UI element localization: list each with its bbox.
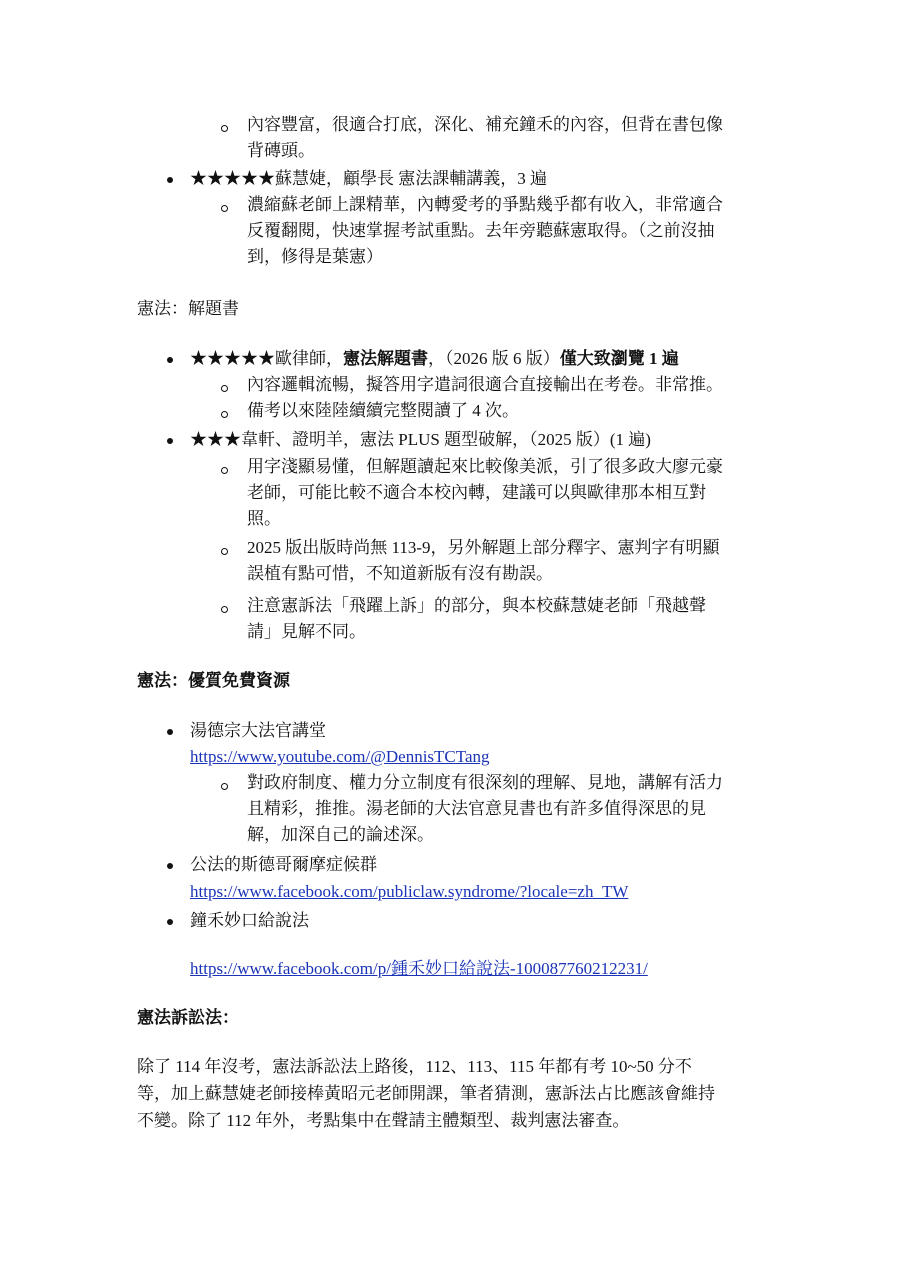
bullet-text: ★★★韋軒、證明羊，憲法 PLUS 題型破解，（2025 版）(1 遍) [190, 430, 651, 449]
sub-item-text: 請」見解不同。 [247, 622, 366, 641]
bullet-text-part: ，（2026 版 6 版） [428, 349, 560, 368]
bullet-text: 公法的斯德哥爾摩症候群 [190, 855, 377, 874]
sub-bullet-marker [221, 606, 228, 613]
sub-bullet-marker [221, 783, 228, 790]
sub-item-text: 對政府制度、權力分立制度有很深刻的理解、見地，講解有活力 [247, 773, 723, 792]
facebook-link[interactable]: https://www.facebook.com/publiclaw.syndrome/?locale=zh_TW [190, 882, 629, 901]
sub-bullet-marker [221, 125, 228, 132]
section-heading: 憲法：優質免費資源 [137, 671, 290, 690]
paragraph-line: 不變。除了 112 年外，考點集中在聲請主體類型、裁判憲法審查。 [137, 1111, 630, 1130]
sub-bullet-marker [221, 467, 228, 474]
resource-link-wrapper [190, 956, 648, 982]
bullet-marker [167, 919, 173, 925]
paragraph-line: 除了 114 年沒考，憲法訴訟法上路後，112、113、115 年都有考 10~50 分不 [137, 1057, 692, 1076]
sub-item-text: 解，加深自己的論述深。 [247, 825, 434, 844]
bullet-marker [167, 863, 173, 869]
section-heading: 憲法：解題書 [137, 299, 239, 318]
section-heading: 憲法訴訟法： [137, 1008, 239, 1027]
youtube-link[interactable]: https://www.youtube.com/@DennisTCTang [190, 747, 490, 766]
sub-item-text: 老師，可能比較不適合本校內轉，建議可以與歐律那本相互對 [247, 483, 706, 502]
bullet-text [190, 346, 679, 372]
bullet-text: ★★★★★蘇慧婕，顧學長 憲法課輔講義，3 遍 [190, 169, 547, 188]
resource-link-wrapper [190, 744, 490, 770]
book-title: 憲法解題書 [343, 349, 428, 368]
sub-item-text: 到，修得是葉憲） [247, 247, 383, 266]
bullet-text: 湯德宗大法官講堂 [190, 721, 326, 740]
sub-item-text: 內容邏輯流暢，擬答用字遣詞很適合直接輸出在考卷。非常推。 [247, 375, 723, 394]
resource-link-wrapper [190, 879, 628, 905]
sub-bullet-marker [221, 205, 228, 212]
bullet-marker [167, 729, 173, 735]
paragraph-line: 等，加上蘇慧婕老師接棒黃昭元老師開課，筆者猜測，憲訴法占比應該會維持 [137, 1084, 715, 1103]
sub-item-text: 照。 [247, 509, 281, 528]
bullet-text-part: ★★★★★歐律師， [190, 349, 343, 368]
bullet-text: 鐘禾妙口給說法 [190, 911, 309, 930]
bullet-marker [167, 438, 173, 444]
sub-item-text: 2025 版出版時尚無 113-9，另外解題上部分釋字、憲判字有明顯 [247, 538, 720, 557]
sub-bullet-marker [221, 411, 228, 418]
sub-item-text: 誤植有點可惜，不知道新版有沒有勘誤。 [247, 564, 553, 583]
sub-item-text: 備考以來陸陸續續完整閱讀了 4 次。 [247, 401, 519, 420]
sub-item-text: 濃縮蘇老師上課精華，內轉愛考的爭點幾乎都有收入，非常適合 [247, 195, 723, 214]
facebook-link[interactable]: https://www.facebook.com/p/鍾禾妙口給說法-100087760212231/ [190, 959, 648, 978]
sub-bullet-marker [221, 548, 228, 555]
sub-item-text: 背磚頭。 [247, 141, 315, 160]
sub-bullet-marker [221, 385, 228, 392]
bullet-marker [167, 357, 173, 363]
bullet-marker [167, 177, 173, 183]
sub-item-text: 內容豐富，很適合打底，深化、補充鐘禾的內容，但背在書包像 [247, 115, 723, 134]
sub-item-text: 注意憲訴法「飛躍上訴」的部分，與本校蘇慧婕老師「飛越聲 [247, 596, 706, 615]
sub-item-text: 反覆翻閱，快速掌握考試重點。去年旁聽蘇憲取得。（之前沒抽 [247, 221, 715, 240]
read-count: 僅大致瀏覽 1 遍 [559, 349, 679, 368]
sub-item-text: 且精彩，推推。湯老師的大法官意見書也有許多值得深思的見 [247, 799, 706, 818]
sub-item-text: 用字淺顯易懂，但解題讀起來比較像美派，引了很多政大廖元豪 [247, 457, 723, 476]
